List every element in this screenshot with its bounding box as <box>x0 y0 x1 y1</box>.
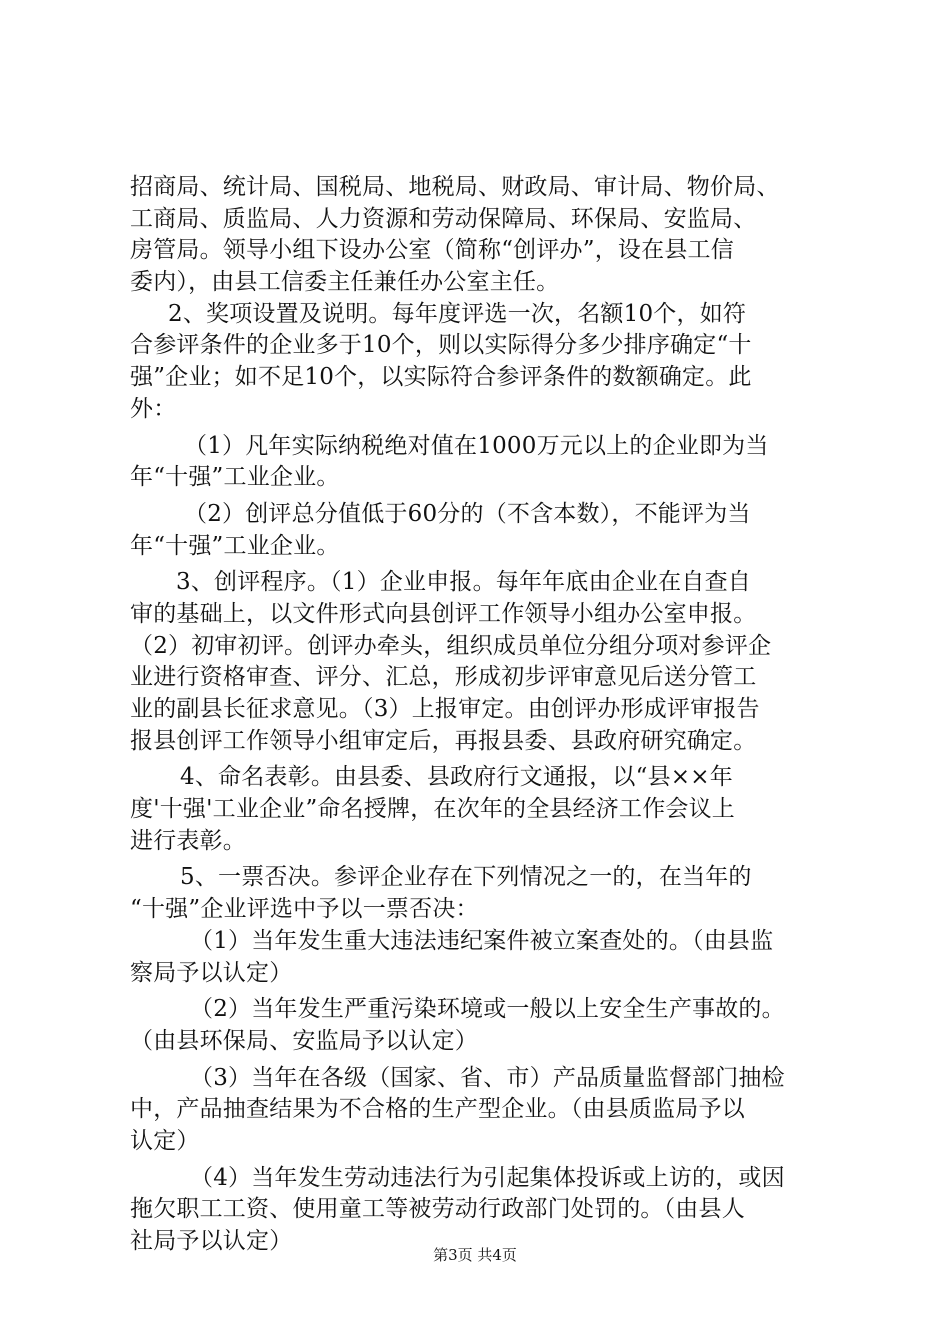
text-line: 5、一票否决。参评企业存在下列情况之一的，在当年的 <box>180 864 752 891</box>
page-number-footer: 第3页 共4页 <box>433 1246 517 1264</box>
text-line: 2、奖项设置及说明。每年度评选一次，名额10个，如符 <box>168 300 747 327</box>
text-line: 强”企业；如不足10个，以实际符合参评条件的数额确定。此 <box>130 364 752 391</box>
text-line: （由县环保局、安监局予以认定） <box>130 1027 478 1054</box>
text-line: 房管局。领导小组下设办公室（简称“创评办”，设在县工信 <box>130 237 734 264</box>
text-line: （2）当年发生严重污染环境或一般以上安全生产事故的。 <box>190 996 785 1023</box>
text-line: 进行表彰。 <box>130 827 246 854</box>
text-line: “十强”企业评选中予以一票否决： <box>130 896 479 923</box>
text-line: （2）创评总分值低于60分的（不含本数），不能评为当 <box>184 500 751 527</box>
text-line: 度'十强'工业企业”命名授牌，在次年的全县经济工作会议上 <box>130 796 736 823</box>
text-line: （4）当年发生劳动违法行为引起集体投诉或上访的，或因 <box>190 1164 785 1191</box>
text-line: （2）初审初评。创评办牵头，组织成员单位分组分项对参评企 <box>130 632 772 659</box>
text-line: 中，产品抽查结果为不合格的生产型企业。（由县质监局予以 <box>130 1096 745 1123</box>
text-line: 4、命名表彰。由县委、县政府行文通报，以“县××年 <box>180 764 733 791</box>
text-line: 拖欠职工工资、使用童工等被劳动行政部门处罚的。（由县人 <box>130 1196 745 1223</box>
document-body <box>130 172 830 1258</box>
text-line: 工商局、质监局、人力资源和劳动保障局、环保局、安监局、 <box>130 205 757 232</box>
text-line: （1）凡年实际纳税绝对值在1000万元以上的企业即为当 <box>184 432 769 459</box>
text-line: 3、创评程序。（1）企业申报。每年年底由企业在自查自 <box>176 569 751 596</box>
text-line: 年“十强”工业企业。 <box>130 464 340 491</box>
text-line: 合参评条件的企业多于10个，则以实际得分多少排序确定“十 <box>130 332 752 359</box>
text-line: 报县创评工作领导小组审定后，再报县委、县政府研究确定。 <box>130 727 757 754</box>
text-line: 社局予以认定） <box>130 1228 293 1254</box>
text-line: （1）当年发生重大违法违纪案件被立案查处的。（由县监 <box>190 927 774 954</box>
text-line: 审的基础上，以文件形式向县创评工作领导小组办公室申报。 <box>130 600 757 627</box>
text-line: 认定） <box>130 1127 200 1154</box>
text-line: 招商局、统计局、国税局、地税局、财政局、审计局、物价局、 <box>130 174 780 200</box>
text-line: 委内），由县工信委主任兼任办公室主任。 <box>130 269 560 296</box>
text-line: 业进行资格审查、评分、汇总，形成初步评审意见后送分管工 <box>130 664 757 691</box>
text-line: （3）当年在各级（国家、省、市）产品质量监督部门抽检 <box>190 1064 785 1091</box>
text-line: 外： <box>130 395 177 422</box>
text-line: 年“十强”工业企业。 <box>130 532 340 559</box>
text-line: 察局予以认定） <box>130 959 293 986</box>
text-line: 业的副县长征求意见。（3）上报审定。由创评办形成评审报告 <box>130 696 760 722</box>
